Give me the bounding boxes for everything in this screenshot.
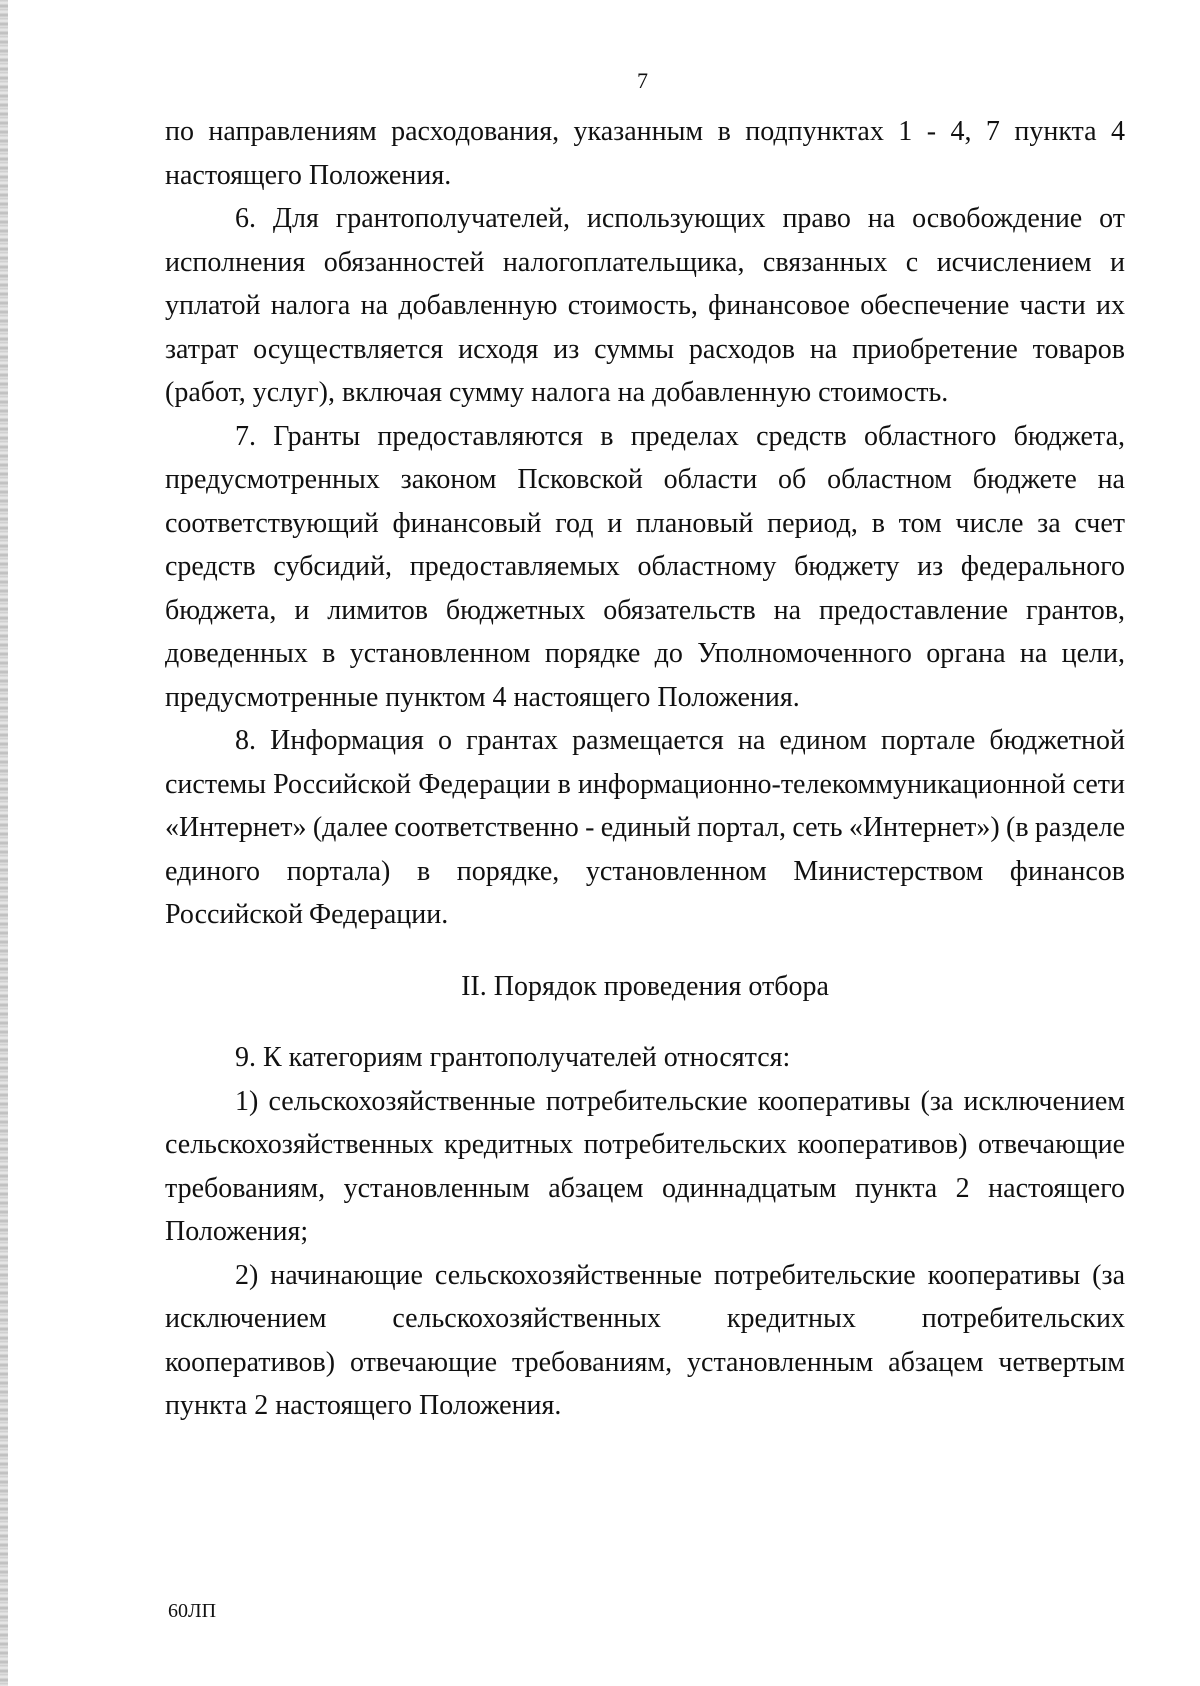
paragraph-continuation: по направлениям расходования, указанным в подпунктах 1 - 4, 7 пункта 4 настоящего Положения. xyxy=(165,116,1125,191)
document-body xyxy=(165,110,1125,1428)
list-item-2: 2) начинающие сельскохозяйственные потребительские кооперативы (за исключением сельскохозяйственных кредитных потребительских кооперативов) отвечающие требованиям, установленным абзацем четвертым пункта 2 настоящего Положения. xyxy=(165,1259,1125,1421)
section-title: II. Порядок проведения отбора xyxy=(461,970,829,1002)
paragraph-9: 9. К категориям грантополучателей относятся: xyxy=(235,1042,791,1073)
page-number: 7 xyxy=(637,68,648,93)
footer-code: 60ЛП xyxy=(168,1600,217,1622)
scan-edge xyxy=(0,0,8,1686)
list-item-1: 1) сельскохозяйственные потребительские кооперативы (за исключением сельскохозяйственных кредитных потребительских кооперативов) отвечающие требованиям, установленным абзацем одиннадцатым пункта 2 настоящего Положения; xyxy=(165,1085,1125,1247)
paragraph-6: 6. Для грантополучателей, использующих право на освобождение от исполнения обязанностей налогоплательщика, связанных с исчислением и уплатой налога на добавленную стоимость, финансовое обеспечение части их затрат осуществляется исходя из суммы расходов на приобретение товаров (работ, услуг), включая сумму налога на добавленную стоимость. xyxy=(165,203,1125,408)
paragraph-8: 8. Информация о грантах размещается на едином портале бюджетной системы Российской Федерации в информационно-телекоммуникационной сети «Интернет» (далее соответственно - единый портал, сеть «Интернет») (в разделе единого портала) в порядке, установленном Министерством финансов Российской Федерации. xyxy=(165,725,1125,930)
paragraph-7: 7. Гранты предоставляются в пределах средств областного бюджета, предусмотренных законом Псковской области об областном бюджете на соответствующий финансовый год и плановый период, в том числе за счет средств субсидий, предоставляемых областному бюджету из федерального бюджета, и лимитов бюджетных обязательств на предоставление грантов, доведенных в установленном порядке до Уполномоченного органа на цели, предусмотренные пунктом 4 настоящего Положения. xyxy=(165,420,1125,713)
